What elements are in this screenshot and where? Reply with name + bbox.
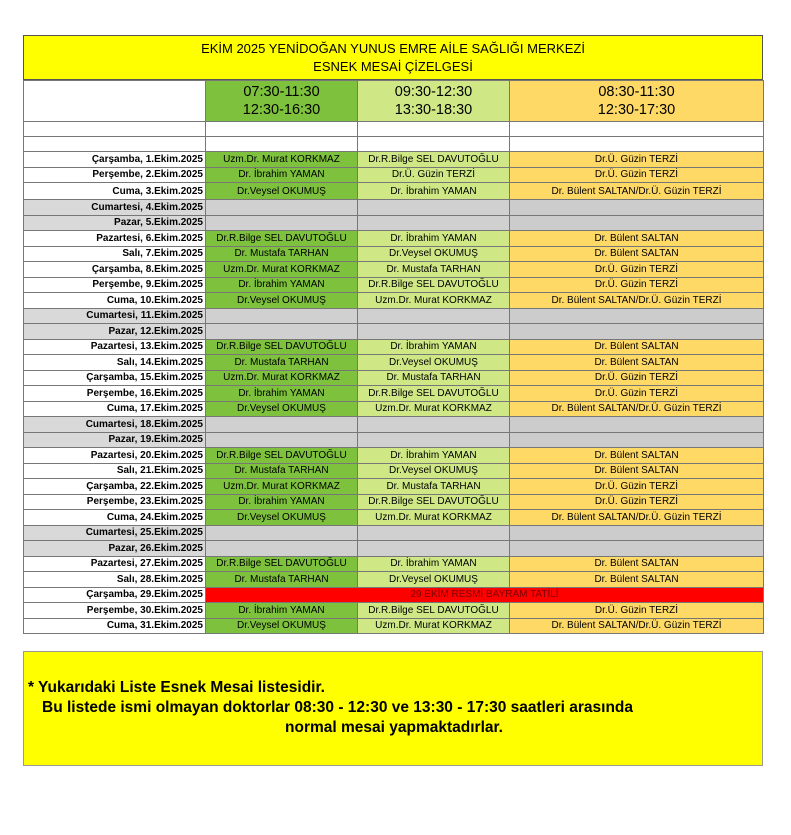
shift-3-doctor-cell xyxy=(510,417,764,433)
shift-3-doctor-cell: Dr.Ü. Güzin TERZİ xyxy=(510,603,764,619)
shift-1-doctor-cell: Dr.R.Bilge SEL DAVUTOĞLU xyxy=(206,231,358,247)
shift-2-doctor-cell xyxy=(358,215,510,231)
shift-2-time-2: 13:30-18:30 xyxy=(394,102,473,118)
weekend-row xyxy=(24,324,764,340)
shift-1-doctor-cell: Uzm.Dr. Murat KORKMAZ xyxy=(206,152,358,168)
shift-3-doctor-cell: Dr. Bülent SALTAN/Dr.Ü. Güzin TERZİ xyxy=(510,510,764,526)
shift-2-doctor-cell: Uzm.Dr. Murat KORKMAZ xyxy=(358,401,510,417)
shift-3-doctor-cell: Dr. Bülent SALTAN xyxy=(510,556,764,572)
shift-3-doctor-cell: Dr.Ü. Güzin TERZİ xyxy=(510,370,764,386)
shift-1-doctor-cell xyxy=(206,525,358,541)
table-row xyxy=(24,262,764,278)
shift-3-doctor-cell: Dr.Ü. Güzin TERZİ xyxy=(510,386,764,402)
date-cell: Çarşamba, 22.Ekim.2025 xyxy=(24,479,206,495)
shift-3-doctor-cell: Dr. Bülent SALTAN xyxy=(510,355,764,371)
shift-3-time-1: 08:30-11:30 xyxy=(598,84,675,100)
shift-3-doctor-cell: Dr. Bülent SALTAN xyxy=(510,246,764,262)
table-row xyxy=(24,293,764,309)
date-cell: Cumartesi, 11.Ekim.2025 xyxy=(24,308,206,324)
table-row xyxy=(24,152,764,168)
shift-2-doctor-cell xyxy=(358,541,510,557)
note-line-2: Bu listede ismi olmayan doktorlar 08:30 - 12:30 ve 13:30 - 17:30 saatleri arasında xyxy=(42,699,634,716)
date-cell: Pazartesi, 27.Ekim.2025 xyxy=(24,556,206,572)
shift-2-doctor-cell: Dr.Veysel OKUMUŞ xyxy=(358,355,510,371)
shift-1-doctor-cell: Dr.R.Bilge SEL DAVUTOĞLU xyxy=(206,339,358,355)
date-cell: Çarşamba, 15.Ekim.2025 xyxy=(24,370,206,386)
shift-2-doctor-cell: Dr.Veysel OKUMUŞ xyxy=(358,246,510,262)
shift-1-doctor-cell: Dr.R.Bilge SEL DAVUTOĞLU xyxy=(206,448,358,464)
shift-2-doctor-cell xyxy=(358,432,510,448)
note-line-1: * Yukarıdaki Liste Esnek Mesai listesidir. xyxy=(28,679,325,696)
shift-3-doctor-cell: Dr. Bülent SALTAN xyxy=(510,572,764,588)
holiday-row xyxy=(24,587,764,603)
shift-1-doctor-cell: Dr. İbrahim YAMAN xyxy=(206,603,358,619)
shift-1-doctor-cell: Dr. İbrahim YAMAN xyxy=(206,167,358,183)
shift-3-doctor-cell: Dr. Bülent SALTAN/Dr.Ü. Güzin TERZİ xyxy=(510,293,764,309)
table-row xyxy=(24,572,764,588)
table-row xyxy=(24,339,764,355)
schedule-sheet xyxy=(23,35,763,634)
shift-3-doctor-cell: Dr. Bülent SALTAN/Dr.Ü. Güzin TERZİ xyxy=(510,618,764,634)
shift-3-doctor-cell: Dr.Ü. Güzin TERZİ xyxy=(510,277,764,293)
table-row xyxy=(24,401,764,417)
shift-1-doctor-cell: Uzm.Dr. Murat KORKMAZ xyxy=(206,479,358,495)
date-cell: Salı, 21.Ekim.2025 xyxy=(24,463,206,479)
note-line-3: normal mesai yapmaktadırlar. xyxy=(285,719,503,736)
weekend-row xyxy=(24,541,764,557)
shift-3-doctor-cell: Dr. Bülent SALTAN xyxy=(510,339,764,355)
shift-2-doctor-cell: Uzm.Dr. Murat KORKMAZ xyxy=(358,510,510,526)
holiday-cell: 29 EKİM RESMİ BAYRAM TATİLİ xyxy=(206,587,764,603)
shift-1-doctor-cell: Dr.Veysel OKUMUŞ xyxy=(206,293,358,309)
date-cell: Pazartesi, 6.Ekim.2025 xyxy=(24,231,206,247)
table-row xyxy=(24,463,764,479)
shift-1-doctor-cell: Dr. İbrahim YAMAN xyxy=(206,277,358,293)
shift-2-doctor-cell xyxy=(358,525,510,541)
shift-1-doctor-cell xyxy=(206,417,358,433)
shift-2-doctor-cell: Dr. İbrahim YAMAN xyxy=(358,231,510,247)
shift-1-doctor-cell: Dr. İbrahim YAMAN xyxy=(206,386,358,402)
shift-1-doctor-cell: Dr.Veysel OKUMUŞ xyxy=(206,183,358,200)
table-row xyxy=(24,479,764,495)
shift-3-doctor-cell: Dr.Ü. Güzin TERZİ xyxy=(510,262,764,278)
shift-1-doctor-cell: Dr. Mustafa TARHAN xyxy=(206,572,358,588)
schedule-table xyxy=(23,80,764,634)
date-cell: Çarşamba, 1.Ekim.2025 xyxy=(24,152,206,168)
shift-2-doctor-cell xyxy=(358,308,510,324)
date-cell: Perşembe, 16.Ekim.2025 xyxy=(24,386,206,402)
date-cell: Pazartesi, 13.Ekim.2025 xyxy=(24,339,206,355)
shift-1-doctor-cell: Dr. Mustafa TARHAN xyxy=(206,246,358,262)
date-cell: Perşembe, 30.Ekim.2025 xyxy=(24,603,206,619)
shift-1-doctor-cell: Dr. İbrahim YAMAN xyxy=(206,494,358,510)
shift-2-doctor-cell: Dr.R.Bilge SEL DAVUTOĞLU xyxy=(358,152,510,168)
shift-3-doctor-cell: Dr.Ü. Güzin TERZİ xyxy=(510,494,764,510)
shift-3-doctor-cell: Dr. Bülent SALTAN/Dr.Ü. Güzin TERZİ xyxy=(510,401,764,417)
weekend-row xyxy=(24,525,764,541)
shift-1-doctor-cell xyxy=(206,541,358,557)
shift-1-time-2: 12:30-16:30 xyxy=(242,102,321,118)
shift-1-doctor-cell: Uzm.Dr. Murat KORKMAZ xyxy=(206,262,358,278)
shift-2-doctor-cell: Dr.R.Bilge SEL DAVUTOĞLU xyxy=(358,494,510,510)
table-row xyxy=(24,618,764,634)
shift-3-doctor-cell xyxy=(510,525,764,541)
shift-3-doctor-cell xyxy=(510,308,764,324)
shift-3-doctor-cell: Dr. Bülent SALTAN/Dr.Ü. Güzin TERZİ xyxy=(510,183,764,200)
shift-2-doctor-cell: Dr. Mustafa TARHAN xyxy=(358,370,510,386)
shift-1-doctor-cell: Dr.Veysel OKUMUŞ xyxy=(206,618,358,634)
date-cell: Pazar, 26.Ekim.2025 xyxy=(24,541,206,557)
shift-2-time-1: 09:30-12:30 xyxy=(394,84,473,100)
shift-1-doctor-cell: Uzm.Dr. Murat KORKMAZ xyxy=(206,370,358,386)
date-cell: Cuma, 31.Ekim.2025 xyxy=(24,618,206,634)
table-row xyxy=(24,183,764,200)
blank-row xyxy=(24,122,764,137)
shift-1-doctor-cell: Dr.Veysel OKUMUŞ xyxy=(206,401,358,417)
shift-1-doctor-cell: Dr.Veysel OKUMUŞ xyxy=(206,510,358,526)
date-cell: Perşembe, 9.Ekim.2025 xyxy=(24,277,206,293)
table-row xyxy=(24,556,764,572)
shift-2-doctor-cell: Uzm.Dr. Murat KORKMAZ xyxy=(358,293,510,309)
shift-3-doctor-cell xyxy=(510,200,764,216)
shift-3-doctor-cell: Dr.Ü. Güzin TERZİ xyxy=(510,167,764,183)
date-cell: Çarşamba, 8.Ekim.2025 xyxy=(24,262,206,278)
shift-3-doctor-cell: Dr.Ü. Güzin TERZİ xyxy=(510,479,764,495)
date-cell: Pazar, 5.Ekim.2025 xyxy=(24,215,206,231)
date-cell: Cumartesi, 4.Ekim.2025 xyxy=(24,200,206,216)
shift-3-doctor-cell: Dr.Ü. Güzin TERZİ xyxy=(510,152,764,168)
date-cell: Cumartesi, 18.Ekim.2025 xyxy=(24,417,206,433)
date-cell: Cumartesi, 25.Ekim.2025 xyxy=(24,525,206,541)
shift-3-doctor-cell xyxy=(510,215,764,231)
shift-2-doctor-cell xyxy=(358,200,510,216)
weekend-row xyxy=(24,417,764,433)
shift-header-2 xyxy=(358,81,510,122)
table-row xyxy=(24,167,764,183)
date-cell: Pazar, 19.Ekim.2025 xyxy=(24,432,206,448)
date-cell: Salı, 7.Ekim.2025 xyxy=(24,246,206,262)
weekend-row xyxy=(24,308,764,324)
date-cell: Cuma, 17.Ekim.2025 xyxy=(24,401,206,417)
weekend-row xyxy=(24,200,764,216)
shift-2-doctor-cell: Dr.Veysel OKUMUŞ xyxy=(358,463,510,479)
shift-1-doctor-cell: Dr. Mustafa TARHAN xyxy=(206,463,358,479)
shift-3-doctor-cell xyxy=(510,432,764,448)
shift-3-time-2: 12:30-17:30 xyxy=(597,102,676,118)
table-row xyxy=(24,231,764,247)
weekend-row xyxy=(24,215,764,231)
shift-2-doctor-cell xyxy=(358,324,510,340)
shift-2-doctor-cell: Dr.Veysel OKUMUŞ xyxy=(358,572,510,588)
date-cell: Pazar, 12.Ekim.2025 xyxy=(24,324,206,340)
shift-2-doctor-cell: Dr.R.Bilge SEL DAVUTOĞLU xyxy=(358,386,510,402)
shift-3-doctor-cell: Dr. Bülent SALTAN xyxy=(510,463,764,479)
table-row xyxy=(24,246,764,262)
shift-2-doctor-cell: Dr. İbrahim YAMAN xyxy=(358,339,510,355)
shift-2-doctor-cell: Dr. İbrahim YAMAN xyxy=(358,183,510,200)
shift-1-doctor-cell: Dr.R.Bilge SEL DAVUTOĞLU xyxy=(206,556,358,572)
table-row xyxy=(24,277,764,293)
shift-2-doctor-cell: Dr. Mustafa TARHAN xyxy=(358,479,510,495)
shift-2-doctor-cell: Dr.R.Bilge SEL DAVUTOĞLU xyxy=(358,277,510,293)
table-row xyxy=(24,370,764,386)
shift-header-3 xyxy=(510,81,764,122)
shift-1-doctor-cell xyxy=(206,432,358,448)
table-row xyxy=(24,386,764,402)
shift-2-doctor-cell: Dr.R.Bilge SEL DAVUTOĞLU xyxy=(358,603,510,619)
table-row xyxy=(24,448,764,464)
date-cell: Cuma, 24.Ekim.2025 xyxy=(24,510,206,526)
shift-1-doctor-cell xyxy=(206,200,358,216)
shift-1-time-1: 07:30-11:30 xyxy=(243,84,320,100)
shift-2-doctor-cell: Dr. İbrahim YAMAN xyxy=(358,556,510,572)
shift-1-doctor-cell: Dr. Mustafa TARHAN xyxy=(206,355,358,371)
shift-3-doctor-cell: Dr. Bülent SALTAN xyxy=(510,231,764,247)
shift-header-row xyxy=(24,81,764,122)
weekend-row xyxy=(24,432,764,448)
shift-3-doctor-cell: Dr. Bülent SALTAN xyxy=(510,448,764,464)
shift-3-doctor-cell xyxy=(510,541,764,557)
table-row xyxy=(24,355,764,371)
date-cell: Pazartesi, 20.Ekim.2025 xyxy=(24,448,206,464)
shift-2-doctor-cell: Dr. Mustafa TARHAN xyxy=(358,262,510,278)
shift-2-doctor-cell: Uzm.Dr. Murat KORKMAZ xyxy=(358,618,510,634)
date-cell: Salı, 28.Ekim.2025 xyxy=(24,572,206,588)
shift-1-doctor-cell xyxy=(206,324,358,340)
blank-row xyxy=(24,137,764,152)
footer-note xyxy=(23,651,763,766)
date-cell: Cuma, 10.Ekim.2025 xyxy=(24,293,206,309)
shift-1-doctor-cell xyxy=(206,215,358,231)
title-line-2: ESNEK MESAİ ÇİZELGESİ xyxy=(313,58,473,74)
shift-header-1 xyxy=(206,81,358,122)
header-blank-cell xyxy=(24,81,206,122)
date-cell: Cuma, 3.Ekim.2025 xyxy=(24,183,206,200)
table-row xyxy=(24,510,764,526)
shift-3-doctor-cell xyxy=(510,324,764,340)
shift-2-doctor-cell: Dr.Ü. Güzin TERZİ xyxy=(358,167,510,183)
table-row xyxy=(24,603,764,619)
date-cell: Perşembe, 23.Ekim.2025 xyxy=(24,494,206,510)
schedule-title xyxy=(23,35,763,80)
shift-2-doctor-cell xyxy=(358,417,510,433)
title-line-1: EKİM 2025 YENİDOĞAN YUNUS EMRE AİLE SAĞLIĞI MERKEZİ xyxy=(201,40,585,56)
shift-2-doctor-cell: Dr. İbrahim YAMAN xyxy=(358,448,510,464)
table-row xyxy=(24,494,764,510)
date-cell: Salı, 14.Ekim.2025 xyxy=(24,355,206,371)
shift-1-doctor-cell xyxy=(206,308,358,324)
date-cell: Çarşamba, 29.Ekim.2025 xyxy=(24,587,206,603)
date-cell: Perşembe, 2.Ekim.2025 xyxy=(24,167,206,183)
